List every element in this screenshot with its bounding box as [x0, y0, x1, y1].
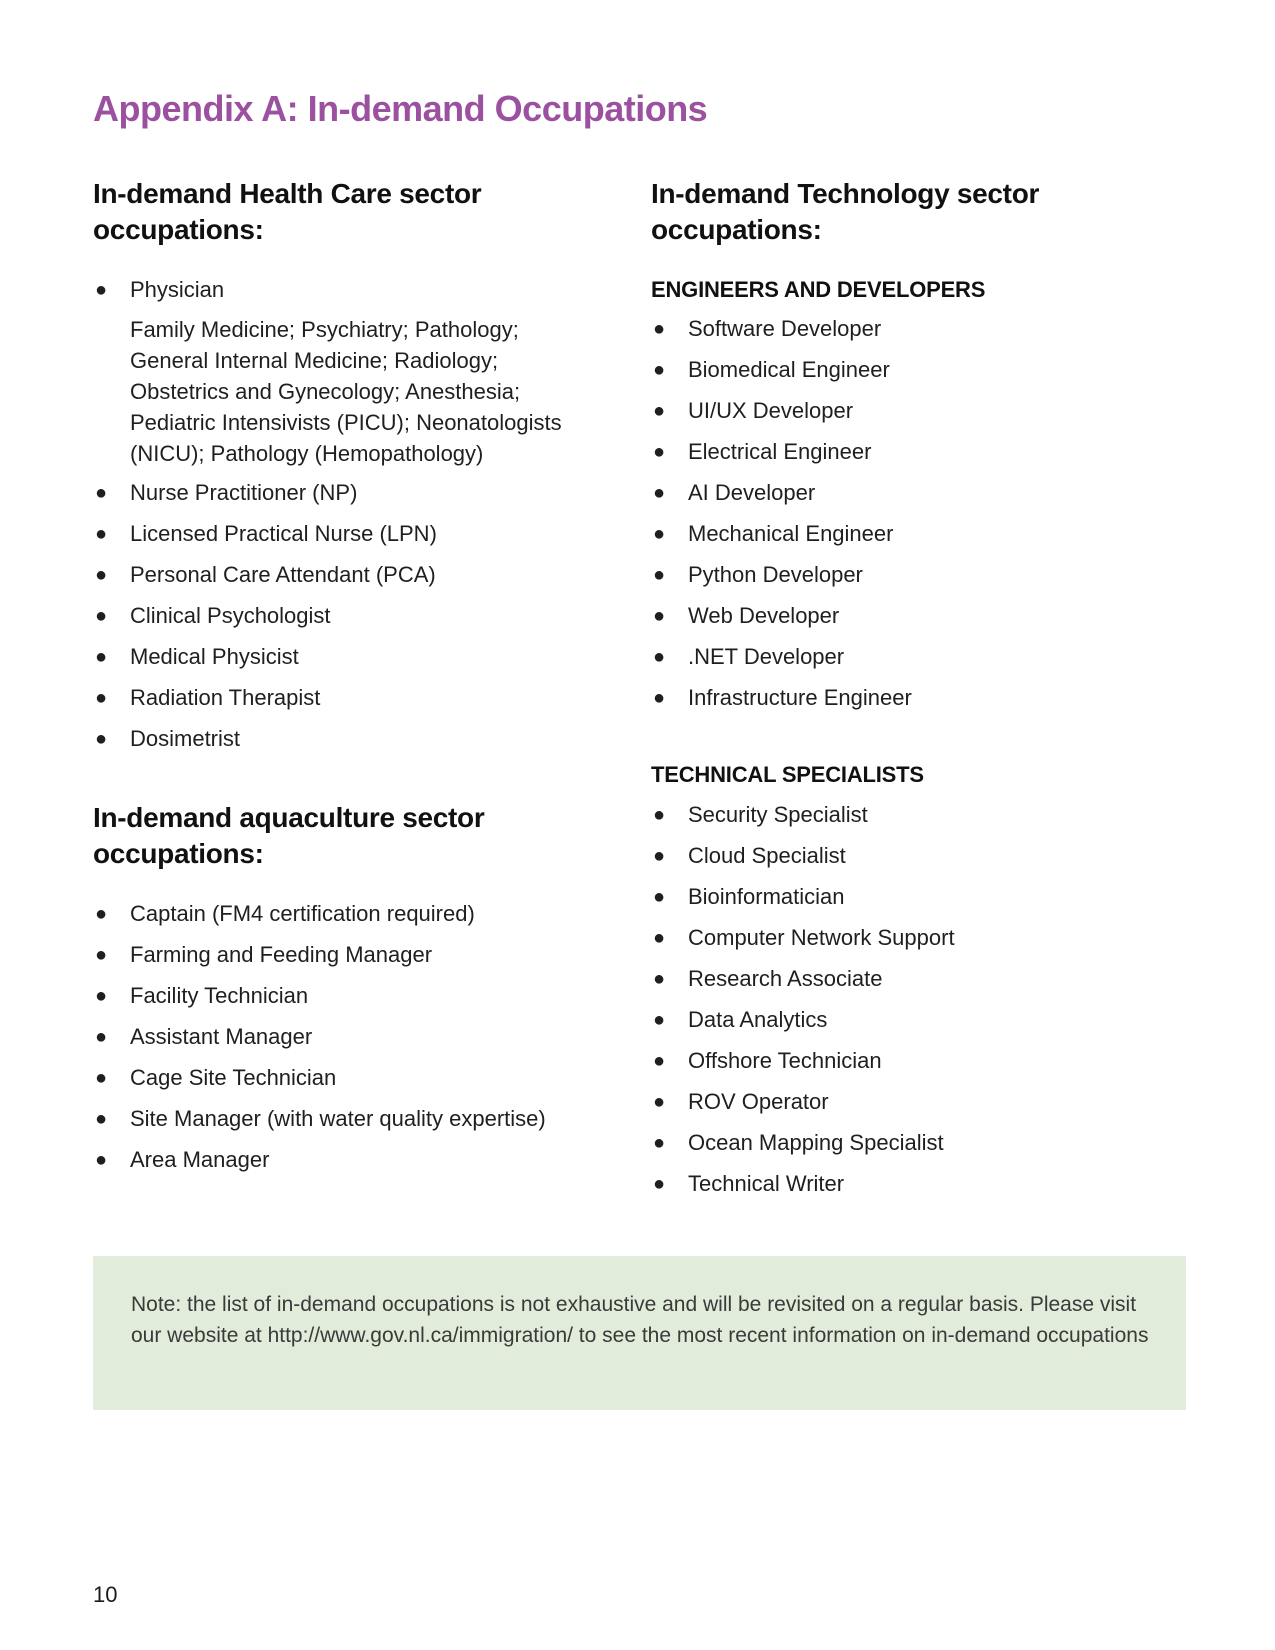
bullet-icon: ● — [653, 318, 666, 340]
list-item-label: Dosimetrist — [130, 726, 241, 751]
list-item — [651, 355, 912, 385]
list-item — [651, 964, 955, 994]
list-item — [93, 519, 437, 549]
bullet-icon: ● — [95, 1108, 108, 1130]
bullet-icon: ● — [653, 687, 666, 709]
list-item — [93, 1063, 546, 1093]
bullet-icon: ● — [95, 903, 108, 925]
specialists-heading: TECHNICAL SPECIALISTS — [651, 762, 924, 787]
list-item-label: Cage Site Technician — [130, 1065, 337, 1090]
list-item-label: Infrastructure Engineer — [688, 685, 912, 710]
list-item-label: Licensed Practical Nurse (LPN) — [130, 521, 437, 546]
list-item — [651, 601, 912, 631]
list-item — [93, 601, 437, 631]
bullet-icon: ● — [653, 845, 666, 867]
bullet-icon: ● — [653, 1050, 666, 1072]
list-item — [651, 923, 955, 953]
technology-heading — [651, 176, 1039, 248]
bullet-icon: ● — [95, 728, 108, 750]
bullet-icon: ● — [95, 564, 108, 586]
list-item — [93, 478, 437, 508]
list-item-label: Nurse Practitioner (NP) — [130, 480, 358, 505]
list-item-label: Site Manager (with water quality expertise) — [130, 1106, 546, 1131]
bullet-icon: ● — [653, 441, 666, 463]
health-care-heading-line1: In-demand Health Care sector — [93, 178, 482, 209]
list-item-label: Area Manager — [130, 1147, 270, 1172]
technology-heading-line2: occupations: — [651, 214, 822, 245]
bullet-icon: ● — [95, 687, 108, 709]
health-care-heading-line2: occupations: — [93, 214, 264, 245]
list-item — [651, 437, 912, 467]
bullet-icon: ● — [653, 359, 666, 381]
bullet-icon: ● — [95, 1149, 108, 1171]
bullet-icon: ● — [653, 605, 666, 627]
page-number: 10 — [93, 1582, 118, 1607]
bullet-icon: ● — [95, 279, 108, 301]
bullet-icon: ● — [95, 605, 108, 627]
aquaculture-list — [93, 899, 546, 1186]
list-item-label: Clinical Psychologist — [130, 603, 331, 628]
list-item — [651, 841, 955, 871]
list-item-label: Research Associate — [688, 966, 883, 991]
health-care-first-list — [93, 275, 224, 316]
list-item-label: ROV Operator — [688, 1089, 829, 1114]
bullet-icon: ● — [653, 968, 666, 990]
list-item — [93, 981, 546, 1011]
list-item — [651, 800, 955, 830]
list-item — [651, 1128, 955, 1158]
list-item-label: Radiation Therapist — [130, 685, 321, 710]
note-text: Note: the list of in-demand occupations is not exhaustive and will be revisited on a regular basis. Please visit our website at http://www.gov.nl.ca/immigration/ to see the most recent information on in-demand occupations — [131, 1293, 1149, 1347]
list-item — [651, 683, 912, 713]
list-item-label: Personal Care Attendant (PCA) — [130, 562, 436, 587]
note-box — [93, 1256, 1186, 1410]
aquaculture-heading — [93, 800, 484, 872]
bullet-icon: ● — [653, 1009, 666, 1031]
list-item-label: Facility Technician — [130, 983, 309, 1008]
bullet-icon: ● — [653, 1132, 666, 1154]
list-item — [651, 1005, 955, 1035]
technology-heading-line1: In-demand Technology sector — [651, 178, 1040, 209]
list-item — [651, 560, 912, 590]
list-item — [93, 940, 546, 970]
aquaculture-heading-line1: In-demand aquaculture sector — [93, 802, 485, 833]
list-item-label: Captain (FM4 certification required) — [130, 901, 475, 926]
list-item-label: Ocean Mapping Specialist — [688, 1130, 944, 1155]
list-item-label: Python Developer — [688, 562, 863, 587]
list-item-label: Computer Network Support — [688, 925, 955, 950]
list-item — [651, 1169, 955, 1199]
engineers-heading: ENGINEERS AND DEVELOPERS — [651, 277, 986, 302]
list-item-label: Technical Writer — [688, 1171, 845, 1196]
list-item — [93, 1022, 546, 1052]
health-care-heading — [93, 176, 481, 248]
bullet-icon: ● — [653, 400, 666, 422]
list-item-label: Offshore Technician — [688, 1048, 882, 1073]
list-item-label: Web Developer — [688, 603, 840, 628]
bullet-icon: ● — [95, 646, 108, 668]
list-item-label: UI/UX Developer — [688, 398, 854, 423]
bullet-icon: ● — [653, 482, 666, 504]
list-item-label: Data Analytics — [688, 1007, 828, 1032]
list-item — [651, 642, 912, 672]
physician-specialties: Family Medicine; Psychiatry; Pathology; General Internal Medicine; Radiology; Obstetrics and Gynecology; Anesthesia; Pediatric Intensivists (PICU); Neonatologists (NICU); Pathology (Hemopathology) — [130, 317, 562, 466]
bullet-icon: ● — [653, 1091, 666, 1113]
page-title: Appendix A: In-demand Occupations — [93, 88, 708, 129]
list-item — [651, 519, 912, 549]
list-item-label: Medical Physicist — [130, 644, 299, 669]
list-item-label: Physician — [130, 277, 225, 302]
list-item-label: Bioinformatician — [688, 884, 845, 909]
health-care-list — [93, 478, 437, 765]
list-item — [93, 642, 437, 672]
bullet-icon: ● — [653, 564, 666, 586]
list-item — [93, 1104, 546, 1134]
list-item — [651, 314, 912, 344]
list-item — [651, 882, 955, 912]
bullet-icon: ● — [95, 944, 108, 966]
list-item-label: Software Developer — [688, 316, 882, 341]
list-item-label: Cloud Specialist — [688, 843, 846, 868]
list-item — [651, 1087, 955, 1117]
list-item-label: AI Developer — [688, 480, 816, 505]
list-item — [93, 683, 437, 713]
list-item — [93, 1145, 546, 1175]
bullet-icon: ● — [653, 646, 666, 668]
bullet-icon: ● — [95, 1067, 108, 1089]
list-item-label: Security Specialist — [688, 802, 868, 827]
bullet-icon: ● — [653, 523, 666, 545]
list-item-label: Mechanical Engineer — [688, 521, 894, 546]
bullet-icon: ● — [95, 482, 108, 504]
bullet-icon: ● — [653, 927, 666, 949]
list-item-label: Assistant Manager — [130, 1024, 313, 1049]
list-item — [93, 560, 437, 590]
engineers-list — [651, 314, 912, 724]
bullet-icon: ● — [95, 523, 108, 545]
list-item — [93, 275, 224, 305]
list-item — [651, 396, 912, 426]
bullet-icon: ● — [95, 1026, 108, 1048]
specialists-list — [651, 800, 955, 1210]
aquaculture-heading-line2: occupations: — [93, 838, 264, 869]
list-item — [93, 899, 546, 929]
bullet-icon: ● — [653, 1173, 666, 1195]
list-item-label: Biomedical Engineer — [688, 357, 890, 382]
bullet-icon: ● — [653, 886, 666, 908]
list-item — [651, 478, 912, 508]
bullet-icon: ● — [653, 804, 666, 826]
list-item-label: Farming and Feeding Manager — [130, 942, 433, 967]
list-item — [93, 724, 437, 754]
list-item — [651, 1046, 955, 1076]
bullet-icon: ● — [95, 985, 108, 1007]
list-item-label: .NET Developer — [688, 644, 845, 669]
list-item-label: Electrical Engineer — [688, 439, 872, 464]
